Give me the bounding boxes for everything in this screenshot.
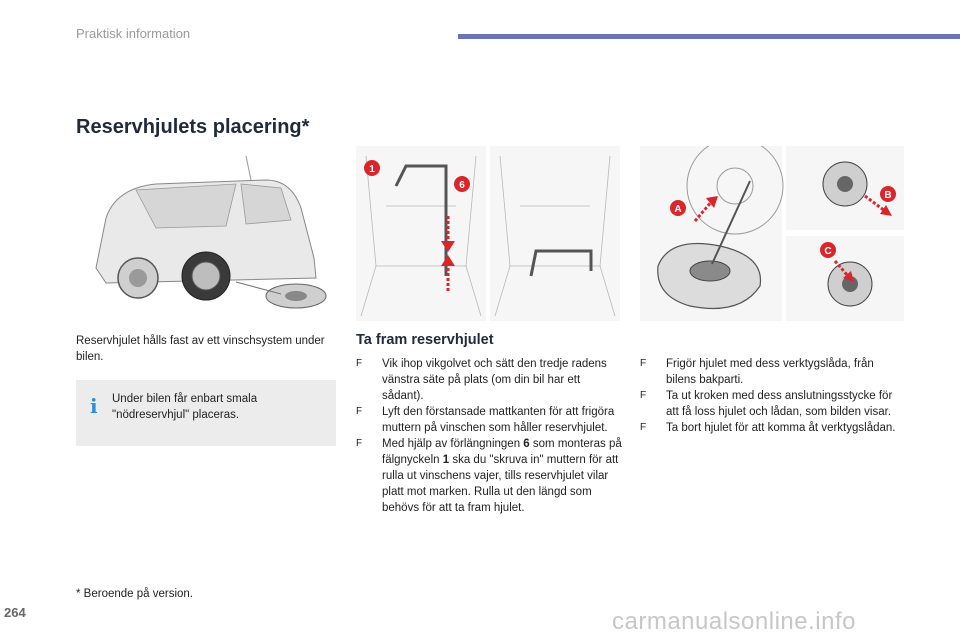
trunk-winch-illustration (356, 146, 620, 321)
winch-note: Reservhjulet hålls fast av ett vinschsystem under bilen. (76, 335, 325, 363)
callout-1: 1 (369, 164, 375, 175)
page-title: Reservhjulets placering* (76, 116, 310, 138)
callout-6: 6 (459, 180, 465, 191)
car-spare-wheel-illustration (76, 148, 338, 320)
bullet-icon: F (356, 406, 363, 417)
footnote: * Beroende på version. (76, 588, 193, 600)
callout-b: B (884, 190, 892, 201)
info-box (76, 380, 336, 446)
spare-wheel-release-illustration (640, 146, 904, 321)
list-item: F Ta ut kroken med dess anslutningsstycke för att få loss hjulet och lådan, som bilden visar. (640, 390, 893, 418)
bullet-icon: F (640, 422, 647, 433)
steps-list-middle (356, 356, 624, 516)
callout-c: C (824, 246, 832, 257)
callout-a: A (674, 204, 682, 215)
list-item: F Med hjälp av förlängningen 6 som monteras på fälgnyckeln 1 ska du "skruva in" muttern för att rulla ut vinschens vajer, tills reservhjulet vilar platt mot marken. Rulla ut den längd som behövs för att ta fram hjulet. (356, 438, 622, 514)
info-text: Under bilen får enbart smala "nödreservhjul" placeras. (112, 393, 258, 421)
list-item: F Frigör hjulet med dess verktygslåda, från bilens bakparti. (640, 358, 874, 386)
section-title: Ta fram reservhjulet (356, 332, 494, 348)
bullet-icon: F (640, 358, 647, 369)
bullet-icon: F (356, 438, 363, 449)
steps-list-right (640, 356, 902, 436)
header-accent-bar (458, 34, 960, 39)
watermark: carmanualsonline.info (612, 608, 856, 635)
list-item: F Ta bort hjulet för att komma åt verktygslådan. (640, 422, 896, 434)
list-item: F Lyft den förstansade mattkanten för att frigöra muttern på vinschen som håller reservhjulet. (356, 406, 615, 434)
page-number: 264 (4, 605, 26, 620)
info-icon: i (90, 394, 98, 418)
list-item: F Vik ihop vikgolvet och sätt den tredje radens vänstra säte på plats (om din bil har ett sådant). (356, 358, 607, 402)
bullet-icon: F (356, 358, 363, 369)
section-label: Praktisk information (76, 26, 191, 41)
bullet-icon: F (640, 390, 647, 401)
